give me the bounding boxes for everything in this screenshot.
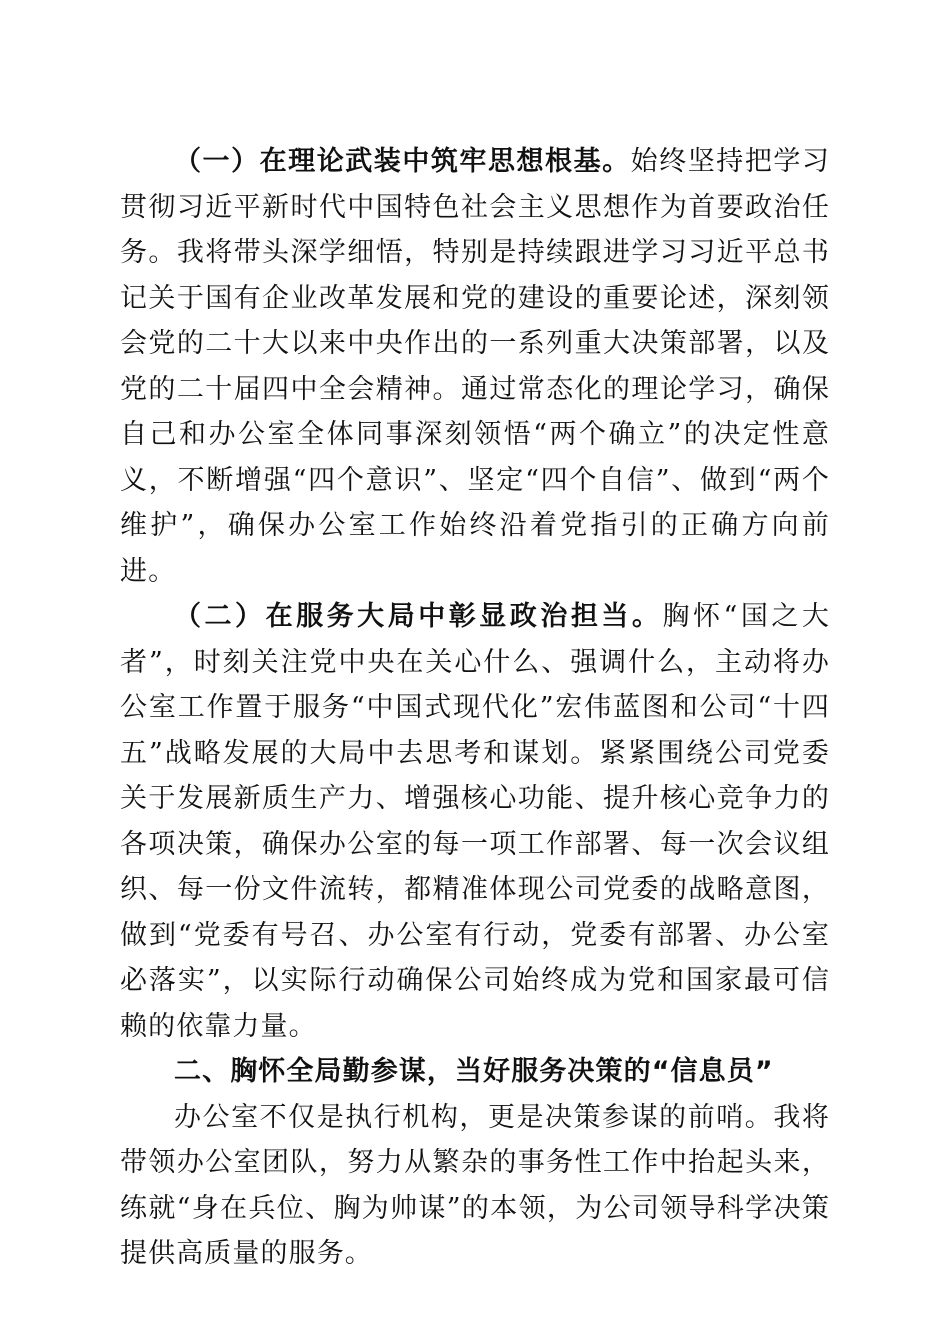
section-heading-2: 二、胸怀全局勤参谋，当好服务决策的“信息员” — [174, 1056, 774, 1087]
paragraph-theory-lead: （一）在理论武装中筑牢思想根基。 — [174, 146, 631, 177]
paragraph-office-body: 办公室不仅是执行机构，更是决策参谋的前哨。我将带领办公室团队，努力从繁杂的事务性工作中抬起头来，练就“身在兵位、胸为帅谋”的本领，为公司领导科学决策提供高质量的服务。 — [120, 1101, 830, 1269]
paragraph-theory-body: 始终坚持把学习贯彻习近平新时代中国特色社会主义思想作为首要政治任务。我将带头深学细悟，特别是持续跟进学习习近平总书记关于国有企业改革发展和党的建设的重要论述，深刻领会党的二十大以来中央作出的一系列重大决策部署，以及党的二十届四中全会精神。通过常态化的理论学习，确保自己和办公室全体同事深刻领悟“两个确立”的决定性意义，不断增强“四个意识”、坚定“四个自信”、做到“两个维护”，确保办公室工作始终沿着党指引的正确方向前进。 — [120, 146, 830, 587]
paragraph-service-lead: （二）在服务大局中彰显政治担当。 — [174, 601, 663, 632]
paragraph-service — [120, 594, 830, 1049]
document-page — [120, 139, 830, 1277]
paragraph-theory — [120, 139, 830, 594]
paragraph-office — [120, 1095, 830, 1277]
paragraph-service-body: 胸怀“国之大者”，时刻关注党中央在关心什么、强调什么，主动将办公室工作置于服务“中国式现代化”宏伟蓝图和公司“十四五”战略发展的大局中去思考和谋划。紧紧围绕公司党委关于发展新质生产力、增强核心功能、提升核心竞争力的各项决策，确保办公室的每一项工作部署、每一次会议组织、每一份文件流转，都精准体现公司党委的战略意图，做到“党委有号召、办公室有行动，党委有部署、办公室必落实”，以实际行动确保公司始终成为党和国家最可信赖的依靠力量。 — [120, 601, 830, 1042]
